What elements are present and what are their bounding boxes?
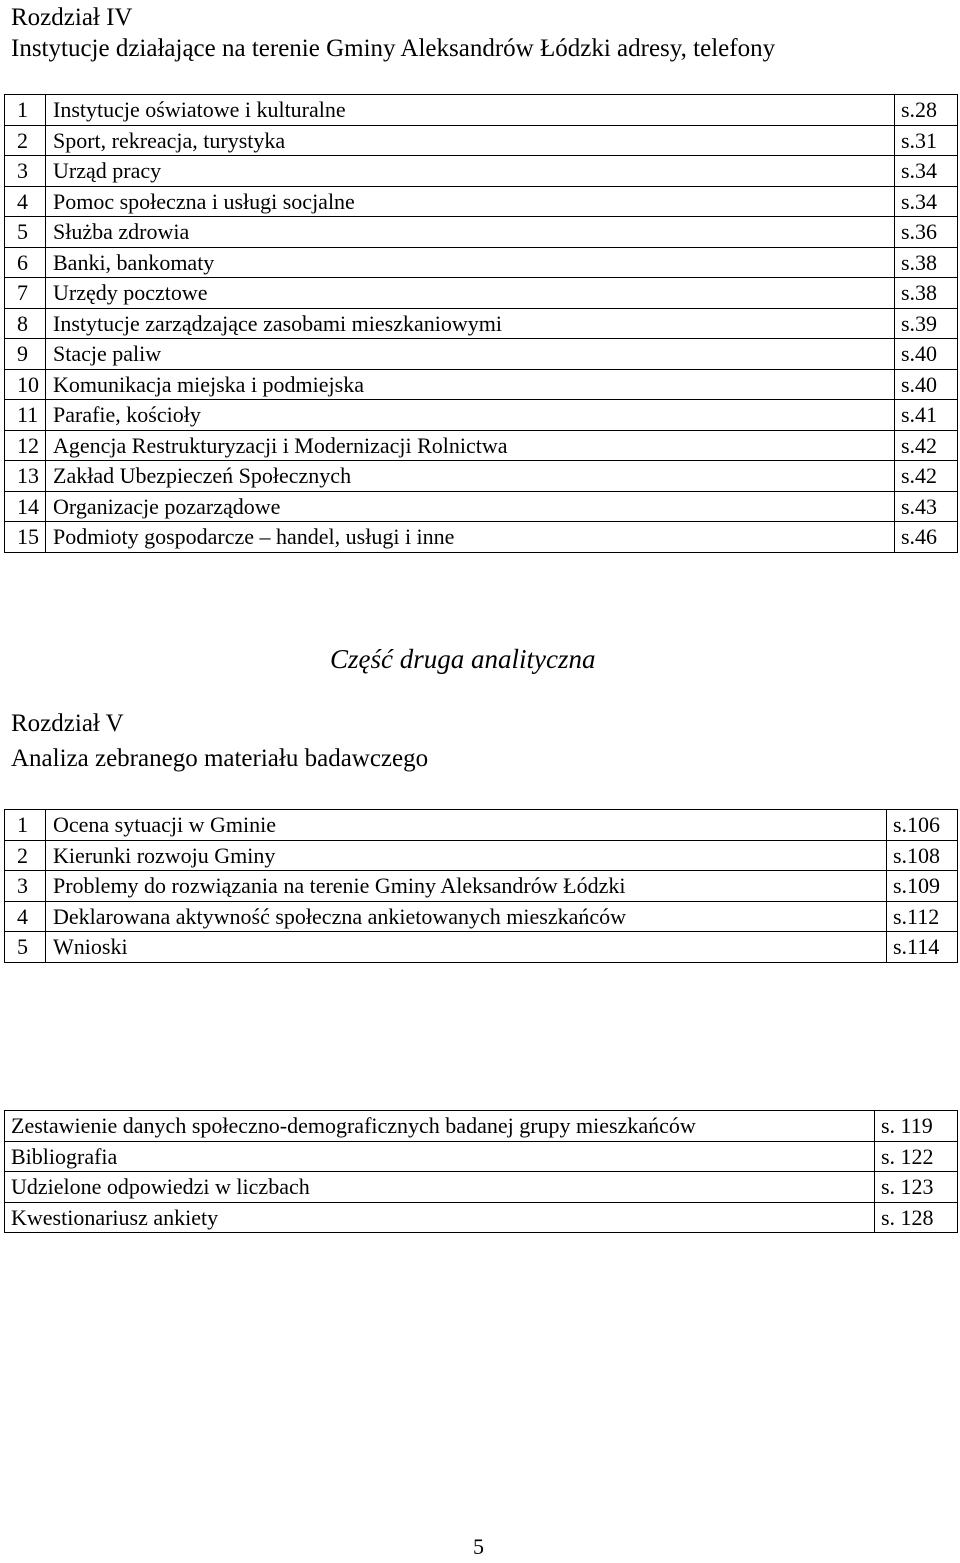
toc-row-number: 11	[5, 400, 46, 431]
toc-row-number: 2	[5, 840, 46, 871]
toc-row	[5, 871, 958, 902]
toc-row-page: s.42	[895, 461, 958, 492]
toc-row	[5, 522, 958, 553]
toc-row-number: 15	[5, 522, 46, 553]
toc-row	[5, 186, 958, 217]
toc-row-number: 12	[5, 430, 46, 461]
page-number: 5	[473, 1534, 484, 1559]
toc-row-title: Parafie, kościoły	[46, 400, 895, 431]
toc-row-number: 4	[5, 186, 46, 217]
toc-row-title: Pomoc społeczna i usługi socjalne	[46, 186, 895, 217]
toc-row	[5, 125, 958, 156]
toc-row	[5, 1172, 958, 1203]
toc-row-page: s.36	[895, 217, 958, 248]
toc-row-number: 5	[5, 932, 46, 963]
toc-row-title: Problemy do rozwiązania na terenie Gminy Aleksandrów Łódzki	[46, 871, 887, 902]
toc-row-title: Udzielone odpowiedzi w liczbach	[5, 1172, 875, 1203]
toc-row-title: Deklarowana aktywność społeczna ankietowanych mieszkańców	[46, 901, 887, 932]
toc-row-page: s. 122	[875, 1141, 958, 1172]
toc-row	[5, 901, 958, 932]
toc-row-page: s.109	[887, 871, 958, 902]
toc-row-page: s.31	[895, 125, 958, 156]
toc-row-title: Zestawienie danych społeczno-demograficznych badanej grupy mieszkańców	[5, 1111, 875, 1142]
toc-row-page: s.108	[887, 840, 958, 871]
toc-row-title: Komunikacja miejska i podmiejska	[46, 369, 895, 400]
toc-row-page: s.41	[895, 400, 958, 431]
toc-row-number: 3	[5, 156, 46, 187]
toc-row-number: 1	[5, 95, 46, 126]
toc-row-page: s.28	[895, 95, 958, 126]
part-2-title: Część druga analityczna	[330, 644, 596, 674]
toc-row	[5, 247, 958, 278]
toc-row-page: s.43	[895, 491, 958, 522]
toc-row-title: Agencja Restrukturyzacji i Modernizacji Rolnictwa	[46, 430, 895, 461]
toc-row-title: Urząd pracy	[46, 156, 895, 187]
toc-row-title: Służba zdrowia	[46, 217, 895, 248]
toc-row-page: s. 123	[875, 1172, 958, 1203]
toc-row	[5, 461, 958, 492]
toc-row-number: 10	[5, 369, 46, 400]
toc-row-number: 1	[5, 810, 46, 841]
toc-row-page: s.40	[895, 369, 958, 400]
toc-row	[5, 932, 958, 963]
toc-row-title: Sport, rekreacja, turystyka	[46, 125, 895, 156]
toc-row	[5, 308, 958, 339]
toc-row	[5, 1111, 958, 1142]
toc-row-title: Stacje paliw	[46, 339, 895, 370]
toc-row	[5, 1202, 958, 1233]
toc-row	[5, 491, 958, 522]
toc-row-page: s. 119	[875, 1111, 958, 1142]
chapter-4-toc-table	[4, 94, 958, 553]
toc-row	[5, 840, 958, 871]
toc-row-title: Bibliografia	[5, 1141, 875, 1172]
toc-row	[5, 278, 958, 309]
toc-row-page: s.40	[895, 339, 958, 370]
toc-row-page: s.106	[887, 810, 958, 841]
toc-row-title: Podmioty gospodarcze – handel, usługi i inne	[46, 522, 895, 553]
chapter-5-label: Rozdział V	[11, 710, 124, 737]
toc-row	[5, 217, 958, 248]
toc-row-title: Instytucje zarządzające zasobami mieszkaniowymi	[46, 308, 895, 339]
toc-row	[5, 339, 958, 370]
toc-row-number: 9	[5, 339, 46, 370]
chapter-4-toc-body	[5, 95, 958, 553]
toc-row-number: 13	[5, 461, 46, 492]
toc-row-page: s.34	[895, 186, 958, 217]
toc-row-title: Kierunki rozwoju Gminy	[46, 840, 887, 871]
toc-row-title: Instytucje oświatowe i kulturalne	[46, 95, 895, 126]
toc-row-number: 7	[5, 278, 46, 309]
toc-row-title: Zakład Ubezpieczeń Społecznych	[46, 461, 895, 492]
toc-row-number: 8	[5, 308, 46, 339]
toc-row-page: s.46	[895, 522, 958, 553]
toc-row	[5, 369, 958, 400]
toc-row-page: s.39	[895, 308, 958, 339]
toc-row-number: 5	[5, 217, 46, 248]
toc-row-page: s. 128	[875, 1202, 958, 1233]
toc-row-title: Banki, bankomaty	[46, 247, 895, 278]
appendix-toc-table	[4, 1110, 958, 1233]
appendix-toc-body	[5, 1111, 958, 1233]
chapter-4-title: Instytucje działające na terenie Gminy Aleksandrów Łódzki adresy, telefony	[11, 35, 776, 62]
toc-row-title: Ocena sytuacji w Gminie	[46, 810, 887, 841]
toc-row-page: s.112	[887, 901, 958, 932]
toc-row	[5, 95, 958, 126]
toc-row	[5, 810, 958, 841]
chapter-5-toc-table	[4, 809, 958, 963]
toc-row	[5, 156, 958, 187]
toc-row	[5, 400, 958, 431]
toc-row-number: 3	[5, 871, 46, 902]
toc-row-title: Wnioski	[46, 932, 887, 963]
toc-row	[5, 1141, 958, 1172]
toc-row-number: 14	[5, 491, 46, 522]
toc-row-title: Kwestionariusz ankiety	[5, 1202, 875, 1233]
toc-row-number: 2	[5, 125, 46, 156]
toc-row-page: s.114	[887, 932, 958, 963]
toc-row	[5, 430, 958, 461]
toc-row-number: 4	[5, 901, 46, 932]
toc-row-title: Urzędy pocztowe	[46, 278, 895, 309]
toc-row-page: s.38	[895, 247, 958, 278]
toc-row-title: Organizacje pozarządowe	[46, 491, 895, 522]
toc-row-page: s.38	[895, 278, 958, 309]
chapter-4-label: Rozdział IV	[11, 4, 133, 31]
chapter-5-title: Analiza zebranego materiału badawczego	[11, 745, 429, 772]
toc-row-page: s.42	[895, 430, 958, 461]
chapter-5-toc-body	[5, 810, 958, 963]
toc-row-page: s.34	[895, 156, 958, 187]
toc-row-number: 6	[5, 247, 46, 278]
